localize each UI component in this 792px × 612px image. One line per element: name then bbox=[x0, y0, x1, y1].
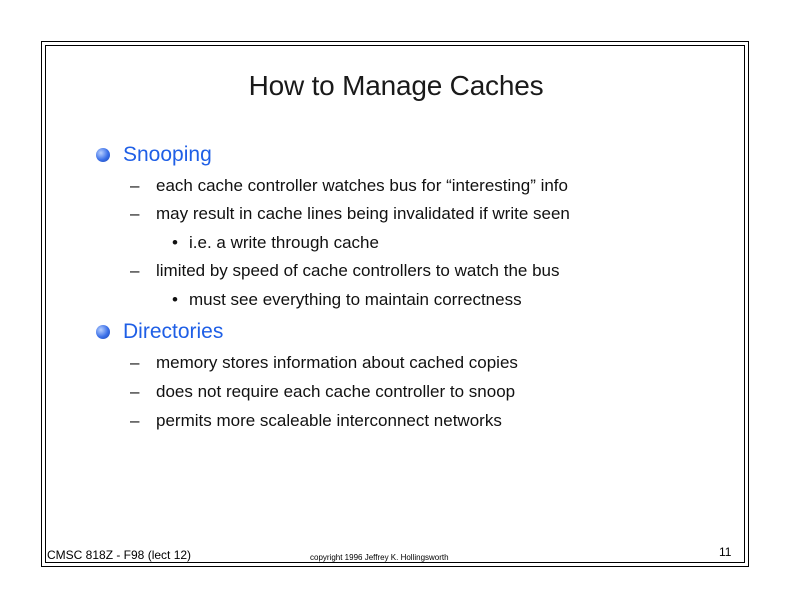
heading-snooping: Snooping bbox=[123, 143, 212, 166]
sub-list-item-text: i.e. a write through cache bbox=[189, 233, 379, 252]
sub-list-item-text: must see everything to maintain correctness bbox=[189, 290, 522, 309]
bullet-directories bbox=[96, 320, 223, 344]
dash-bullet-icon: – bbox=[130, 261, 140, 280]
footer-course-label: CMSC 818Z - F98 (lect 12) bbox=[47, 548, 192, 562]
list-item bbox=[130, 382, 515, 402]
dot-bullet-icon: • bbox=[172, 290, 178, 309]
sub-list-item bbox=[172, 233, 379, 253]
list-item bbox=[130, 204, 570, 224]
page-number: 11 bbox=[719, 545, 732, 559]
dash-bullet-icon: – bbox=[130, 411, 140, 430]
dot-bullet-icon: • bbox=[172, 233, 178, 252]
list-item bbox=[130, 411, 502, 431]
list-item-text: permits more scaleable interconnect networks bbox=[156, 411, 502, 430]
dash-bullet-icon: – bbox=[130, 204, 140, 223]
list-item-text: memory stores information about cached copies bbox=[156, 353, 518, 372]
list-item-text: may result in cache lines being invalidated if write seen bbox=[156, 204, 570, 223]
dash-bullet-icon: – bbox=[130, 353, 140, 372]
list-item-text: each cache controller watches bus for “interesting” info bbox=[156, 176, 568, 195]
list-item bbox=[130, 176, 568, 196]
dash-bullet-icon: – bbox=[130, 176, 140, 195]
dash-bullet-icon: – bbox=[130, 382, 140, 401]
bullet-snooping bbox=[96, 143, 212, 167]
list-item-text: limited by speed of cache controllers to watch the bus bbox=[156, 261, 560, 280]
footer-copyright: copyright 1996 Jeffrey K. Hollingsworth bbox=[310, 553, 449, 562]
list-item-text: does not require each cache controller to snoop bbox=[156, 382, 516, 401]
heading-directories: Directories bbox=[123, 320, 224, 343]
list-item bbox=[130, 261, 560, 281]
list-item bbox=[130, 353, 518, 373]
slide-title: How to Manage Caches bbox=[248, 70, 544, 101]
blue-ball-bullet-icon bbox=[96, 325, 110, 339]
sub-list-item bbox=[172, 290, 522, 310]
blue-ball-bullet-icon bbox=[96, 148, 110, 162]
